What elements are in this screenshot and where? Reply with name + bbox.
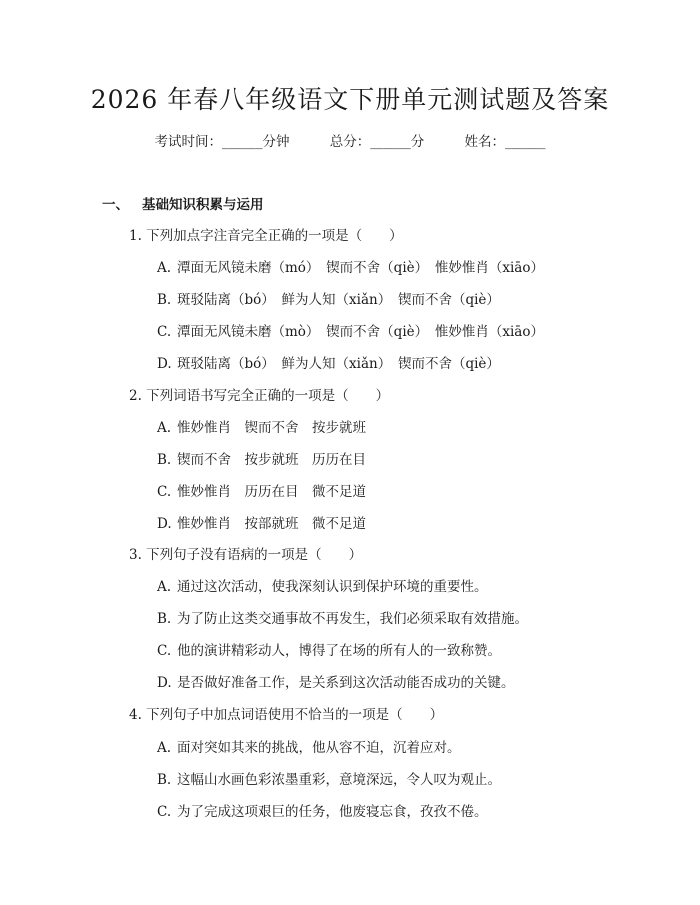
question-stem: 2. 下列词语书写完全正确的一项是（ ） — [129, 388, 390, 404]
option-text: 他的演讲精彩动人，博得了在场的所有人的一致称赞。 — [177, 643, 501, 659]
option-text: 潭面无风镜未磨（mó） 锲而不舍（qiè） 惟妙惟肖（xiāo） — [177, 260, 544, 276]
question-stem-row — [0, 543, 700, 567]
option-text: 斑驳陆离（bó） 鲜为人知（xiǎn） 锲而不舍（qiè） — [177, 292, 500, 308]
option-row — [0, 512, 700, 536]
section-label: 基础知识积累与运用 — [142, 197, 264, 213]
option-letter: B. — [157, 611, 172, 627]
option-text: 是否做好准备工作，是关系到这次活动能否成功的关键。 — [177, 675, 515, 691]
option-row — [0, 607, 700, 631]
option-item — [157, 480, 366, 500]
option-letter: B. — [157, 452, 172, 468]
question-stem: 3. 下列句子没有语病的一项是（ ） — [129, 547, 363, 563]
option-item — [157, 671, 515, 691]
option-letter: B. — [157, 292, 172, 308]
exam-time-field: 考试时间：______分钟 — [154, 134, 290, 150]
option-letter: A. — [157, 260, 172, 276]
option-item — [157, 288, 500, 308]
option-row — [0, 448, 700, 472]
option-letter: A. — [157, 740, 172, 756]
option-item — [157, 512, 366, 532]
option-row — [0, 639, 700, 663]
option-item — [157, 768, 501, 788]
option-row — [0, 352, 700, 376]
option-item — [157, 736, 461, 756]
option-row — [0, 768, 700, 792]
option-row — [0, 256, 700, 280]
option-text: 惟妙惟肖 锲而不舍 按步就班 — [177, 420, 366, 436]
option-text: 惟妙惟肖 历历在目 微不足道 — [177, 484, 366, 500]
option-row — [0, 736, 700, 760]
option-item — [157, 607, 528, 627]
option-text: 锲而不舍 按步就班 历历在目 — [177, 452, 366, 468]
total-score-field: 总分：______分 — [329, 134, 425, 150]
option-row — [0, 575, 700, 599]
page-title: 2026 年春八年级语文下册单元测试题及答案 — [90, 85, 610, 114]
option-text: 通过这次活动，使我深刻认识到保护环境的重要性。 — [177, 579, 488, 595]
option-row — [0, 800, 700, 824]
option-row — [0, 320, 700, 344]
question-stem: 1. 下列加点字注音完全正确的一项是（ ） — [129, 228, 403, 244]
option-letter: D. — [157, 675, 172, 691]
option-letter: D. — [157, 356, 172, 372]
option-item — [157, 800, 488, 820]
option-item — [157, 448, 366, 468]
option-letter: C. — [157, 643, 172, 659]
option-letter: A. — [157, 579, 172, 595]
option-letter: C. — [157, 484, 172, 500]
option-row — [0, 480, 700, 504]
option-letter: B. — [157, 772, 172, 788]
option-letter: A. — [157, 420, 172, 436]
option-row — [0, 416, 700, 440]
option-text: 为了完成这项艰巨的任务，他废寝忘食，孜孜不倦。 — [177, 804, 488, 820]
exam-meta — [0, 130, 700, 150]
option-row — [0, 671, 700, 695]
option-item — [157, 416, 366, 436]
section-number: 一、 — [102, 197, 129, 213]
question-stem-row — [0, 224, 700, 248]
option-letter: C. — [157, 804, 172, 820]
question-stem-row — [0, 703, 700, 727]
option-row — [0, 288, 700, 312]
option-text: 为了防止这类交通事故不再发生，我们必须采取有效措施。 — [177, 611, 528, 627]
option-text: 惟妙惟肖 按部就班 微不足道 — [177, 516, 366, 532]
option-text: 这幅山水画色彩浓墨重彩，意境深远，令人叹为观止。 — [177, 772, 501, 788]
option-item — [157, 352, 500, 372]
option-item — [157, 575, 488, 595]
option-text: 面对突如其来的挑战，他从容不迫，沉着应对。 — [177, 740, 461, 756]
section-heading — [102, 193, 264, 213]
student-name-field: 姓名：______ — [464, 134, 546, 150]
option-item — [157, 639, 501, 659]
option-letter: C. — [157, 324, 172, 340]
option-letter: D. — [157, 516, 172, 532]
option-text: 潭面无风镜未磨（mò） 锲而不舍（qiè） 惟妙惟肖（xiāo） — [177, 324, 544, 340]
option-item — [157, 256, 544, 276]
option-text: 斑驳陆离（bó） 鲜为人知（xiǎn） 锲而不舍（qiè） — [177, 356, 500, 372]
question-stem: 4. 下列句子中加点词语使用不恰当的一项是（ ） — [129, 707, 444, 723]
option-item — [157, 320, 544, 340]
question-stem-row — [0, 384, 700, 408]
